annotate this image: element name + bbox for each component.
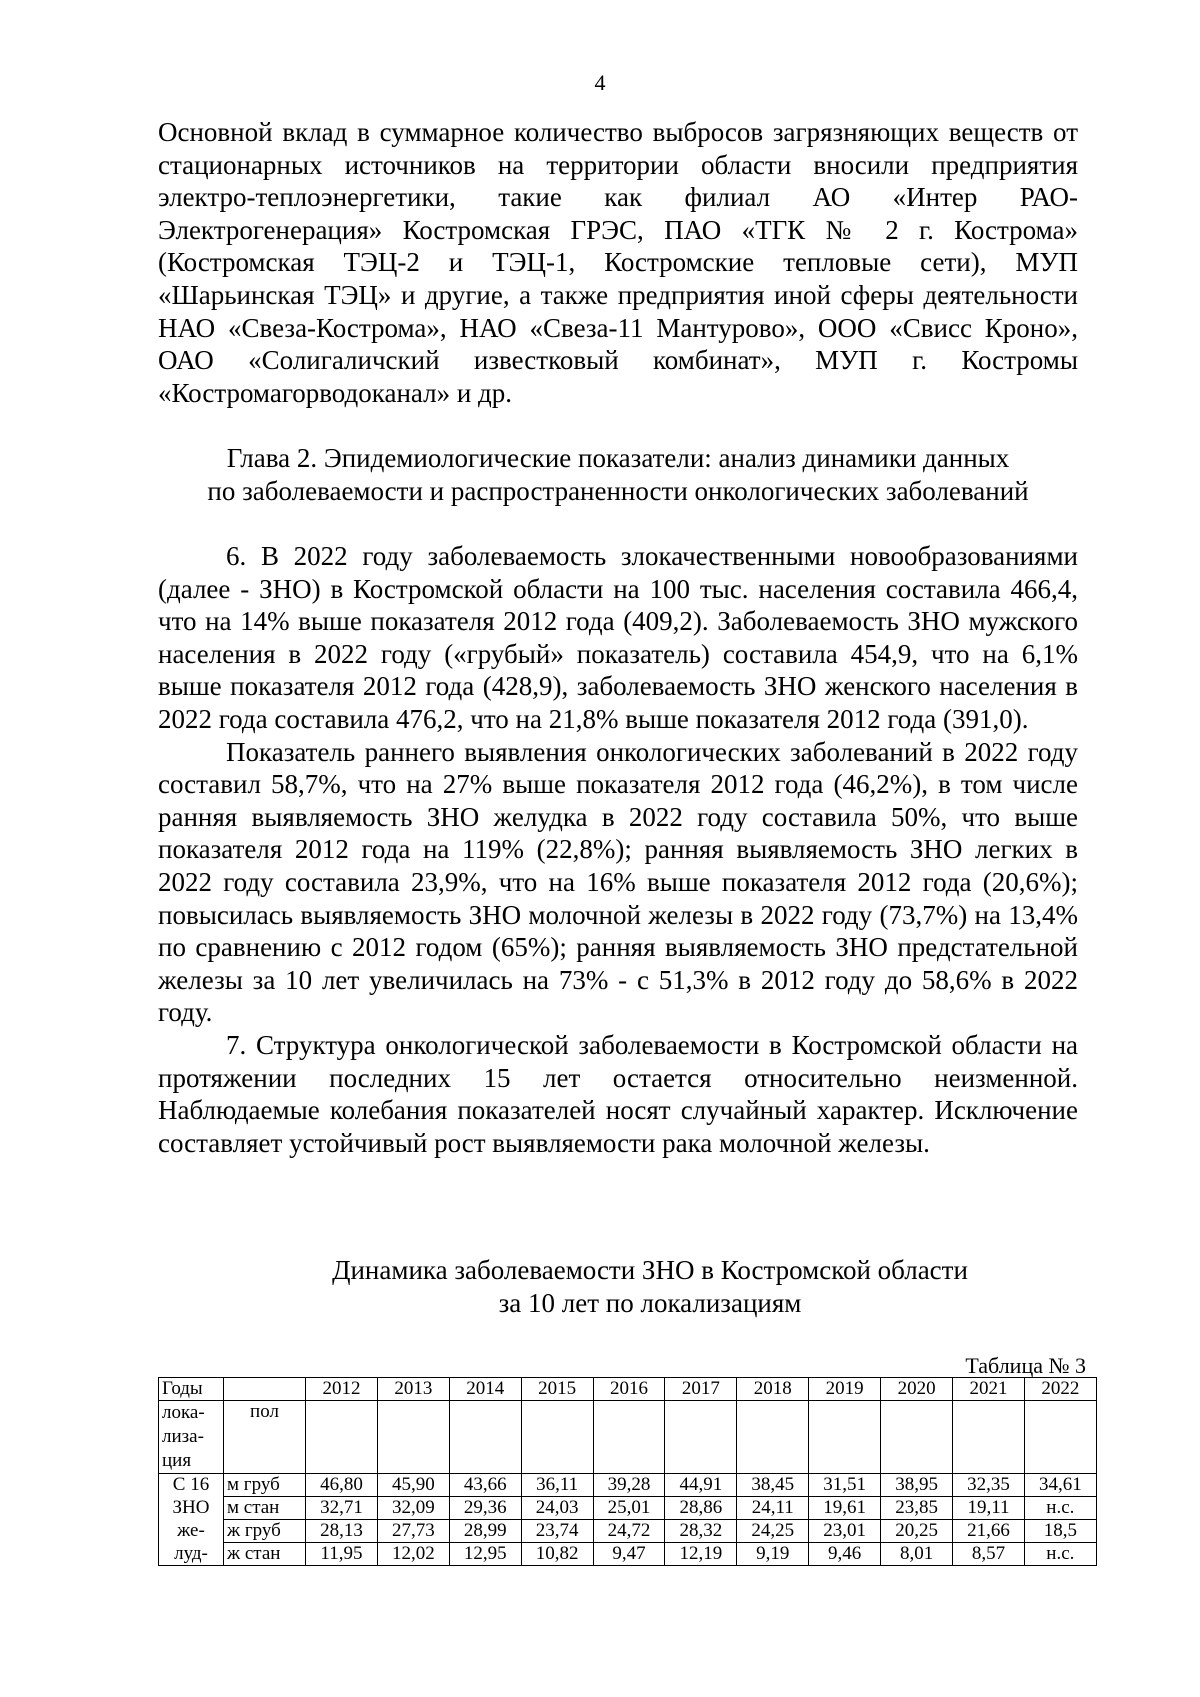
chapter-title-line-2: по заболеваемости и распространенности онкологических заболеваний	[207, 475, 1029, 506]
table-caption-line-2: за 10 лет по локализациям	[498, 1287, 802, 1318]
epidemiology-section	[158, 540, 1078, 1159]
subheader-empty-cell	[737, 1401, 809, 1474]
year-header-cell: 2015	[521, 1378, 593, 1401]
incidence-table	[158, 1377, 1097, 1566]
value-cell: 21,66	[953, 1520, 1025, 1543]
header-empty-cell	[224, 1378, 306, 1401]
subheader-empty-cell	[306, 1401, 378, 1474]
header-sex-label: пол	[224, 1401, 306, 1474]
value-cell: 32,35	[953, 1474, 1025, 1497]
year-header-cell: 2021	[953, 1378, 1025, 1401]
value-cell: 38,45	[737, 1474, 809, 1497]
year-header-cell: 2013	[377, 1378, 449, 1401]
value-cell: 44,91	[665, 1474, 737, 1497]
table-caption	[150, 1254, 1150, 1319]
localization-cell: луд-	[159, 1543, 224, 1566]
value-cell: 43,66	[449, 1474, 521, 1497]
value-cell: н.с.	[1024, 1543, 1096, 1566]
value-cell: 18,5	[1024, 1520, 1096, 1543]
localization-cell: ЗНО	[159, 1497, 224, 1520]
table-row	[159, 1520, 1097, 1543]
page-number: 4	[594, 70, 606, 95]
value-cell: н.с.	[1024, 1497, 1096, 1520]
value-cell: 34,61	[1024, 1474, 1096, 1497]
value-cell: 20,25	[881, 1520, 953, 1543]
subheader-empty-cell	[449, 1401, 521, 1474]
year-header-cell: 2016	[593, 1378, 665, 1401]
header-years-label: Годы	[159, 1378, 224, 1401]
table-row	[159, 1543, 1097, 1566]
value-cell: 8,57	[953, 1543, 1025, 1566]
value-cell: 28,99	[449, 1520, 521, 1543]
value-cell: 24,03	[521, 1497, 593, 1520]
subheader-empty-cell	[665, 1401, 737, 1474]
value-cell: 8,01	[881, 1543, 953, 1566]
value-cell: 38,95	[881, 1474, 953, 1497]
value-cell: 9,46	[809, 1543, 881, 1566]
sex-cell: м стан	[224, 1497, 306, 1520]
table-row	[159, 1497, 1097, 1520]
value-cell: 23,74	[521, 1520, 593, 1543]
value-cell: 24,11	[737, 1497, 809, 1520]
localization-cell: С 16	[159, 1474, 224, 1497]
year-header-cell: 2022	[1024, 1378, 1096, 1401]
value-cell: 11,95	[306, 1543, 378, 1566]
sex-cell: ж стан	[224, 1543, 306, 1566]
value-cell: 39,28	[593, 1474, 665, 1497]
subheader-empty-cell	[521, 1401, 593, 1474]
year-header-cell: 2017	[665, 1378, 737, 1401]
value-cell: 10,82	[521, 1543, 593, 1566]
sex-cell: м груб	[224, 1474, 306, 1497]
value-cell: 29,36	[449, 1497, 521, 1520]
intro-paragraph: Основной вклад в суммарное количество выбросов загрязняющих веществ от стационарных источников на территории области вносили предприятия электро-теплоэнергетики, такие как филиал АО «Интер РАО-Электрогенерация» Костромская ГРЭС, ПАО «ТГК № 2 г. Кострома» (Костромская ТЭЦ-2 и ТЭЦ-1, Костромские тепловые сети), МУП «Шарьинская ТЭЦ» и другие, а также предприятия иной сферы деятельности НАО «Свеза-Кострома», НАО «Свеза-11 Мантурово», ООО «Свисс Кроно», ОАО «Солигаличский известковый комбинат», МУП г. Костромы «Костромагорводоканал» и др.	[158, 117, 1078, 408]
chapter-title-line-1: Глава 2. Эпидемиологические показатели: анализ динамики данных	[226, 443, 1010, 473]
year-header-cell: 2012	[306, 1378, 378, 1401]
paragraph-incidence: 6. В 2022 году заболеваемость злокачественными новообразованиями (далее - ЗНО) в Костромской области на 100 тыс. населения составила 466,4, что на 14% выше показателя 2012 года (409,2). Заболеваемость ЗНО мужского населения в 2022 году («грубый» показатель) составила 454,9, что на 6,1% выше показателя 2012 года (428,9), заболеваемость ЗНО женского населения в 2022 года составила 476,2, что на 21,8% выше показателя 2012 года (391,0).	[158, 541, 1078, 734]
subheader-empty-cell	[593, 1401, 665, 1474]
value-cell: 25,01	[593, 1497, 665, 1520]
value-cell: 24,72	[593, 1520, 665, 1543]
sex-cell: ж груб	[224, 1520, 306, 1543]
value-cell: 23,01	[809, 1520, 881, 1543]
header-localization-label: лока-лиза-ция	[159, 1401, 224, 1474]
value-cell: 28,86	[665, 1497, 737, 1520]
value-cell: 27,73	[377, 1520, 449, 1543]
value-cell: 28,13	[306, 1520, 378, 1543]
value-cell: 32,09	[377, 1497, 449, 1520]
subheader-empty-cell	[1024, 1401, 1096, 1474]
value-cell: 19,61	[809, 1497, 881, 1520]
value-cell: 28,32	[665, 1520, 737, 1543]
table-header-row	[159, 1378, 1097, 1401]
value-cell: 24,25	[737, 1520, 809, 1543]
year-header-cell: 2020	[881, 1378, 953, 1401]
year-header-cell: 2019	[809, 1378, 881, 1401]
value-cell: 46,80	[306, 1474, 378, 1497]
value-cell: 36,11	[521, 1474, 593, 1497]
localization-cell: же-	[159, 1520, 224, 1543]
value-cell: 23,85	[881, 1497, 953, 1520]
value-cell: 12,19	[665, 1543, 737, 1566]
subheader-empty-cell	[809, 1401, 881, 1474]
subheader-empty-cell	[377, 1401, 449, 1474]
subheader-empty-cell	[953, 1401, 1025, 1474]
table-caption-line-1: Динамика заболеваемости ЗНО в Костромской области	[332, 1255, 968, 1285]
year-header-cell: 2014	[449, 1378, 521, 1401]
chapter-title	[100, 442, 1136, 507]
value-cell: 32,71	[306, 1497, 378, 1520]
value-cell: 9,47	[593, 1543, 665, 1566]
value-cell: 12,95	[449, 1543, 521, 1566]
table-label: Таблица № 3	[965, 1353, 1086, 1378]
paragraph-early-detection: Показатель раннего выявления онкологических заболеваний в 2022 году составил 58,7%, что на 27% выше показателя 2012 года (46,2%), в том числе ранняя выявляемость ЗНО желудка в 2022 году составила 50%, что выше показателя 2012 года на 119% (22,8%); ранняя выявляемость ЗНО легких в 2022 году составила 23,9%, что на 16% выше показателя 2012 года (20,6%); повысилась выявляемость ЗНО молочной железы в 2022 году (73,7%) на 13,4% по сравнению с 2012 годом (65%); ранняя выявляемость ЗНО предстательной железы за 10 лет увеличилась на 73% - с 51,3% в 2012 году до 58,6% в 2022 году.	[158, 736, 1078, 1028]
table-row	[159, 1474, 1097, 1497]
intro-section	[158, 116, 1078, 409]
value-cell: 9,19	[737, 1543, 809, 1566]
value-cell: 12,02	[377, 1543, 449, 1566]
value-cell: 31,51	[809, 1474, 881, 1497]
value-cell: 19,11	[953, 1497, 1025, 1520]
table-subheader-row	[159, 1401, 1097, 1474]
subheader-empty-cell	[881, 1401, 953, 1474]
year-header-cell: 2018	[737, 1378, 809, 1401]
paragraph-structure: 7. Структура онкологической заболеваемости в Костромской области на протяжении последних 15 лет остается относительно неизменной. Наблюдаемые колебания показателей носят случайный характер. Исключение составляет устойчивый рост выявляемости рака молочной железы.	[158, 1029, 1078, 1158]
value-cell: 45,90	[377, 1474, 449, 1497]
